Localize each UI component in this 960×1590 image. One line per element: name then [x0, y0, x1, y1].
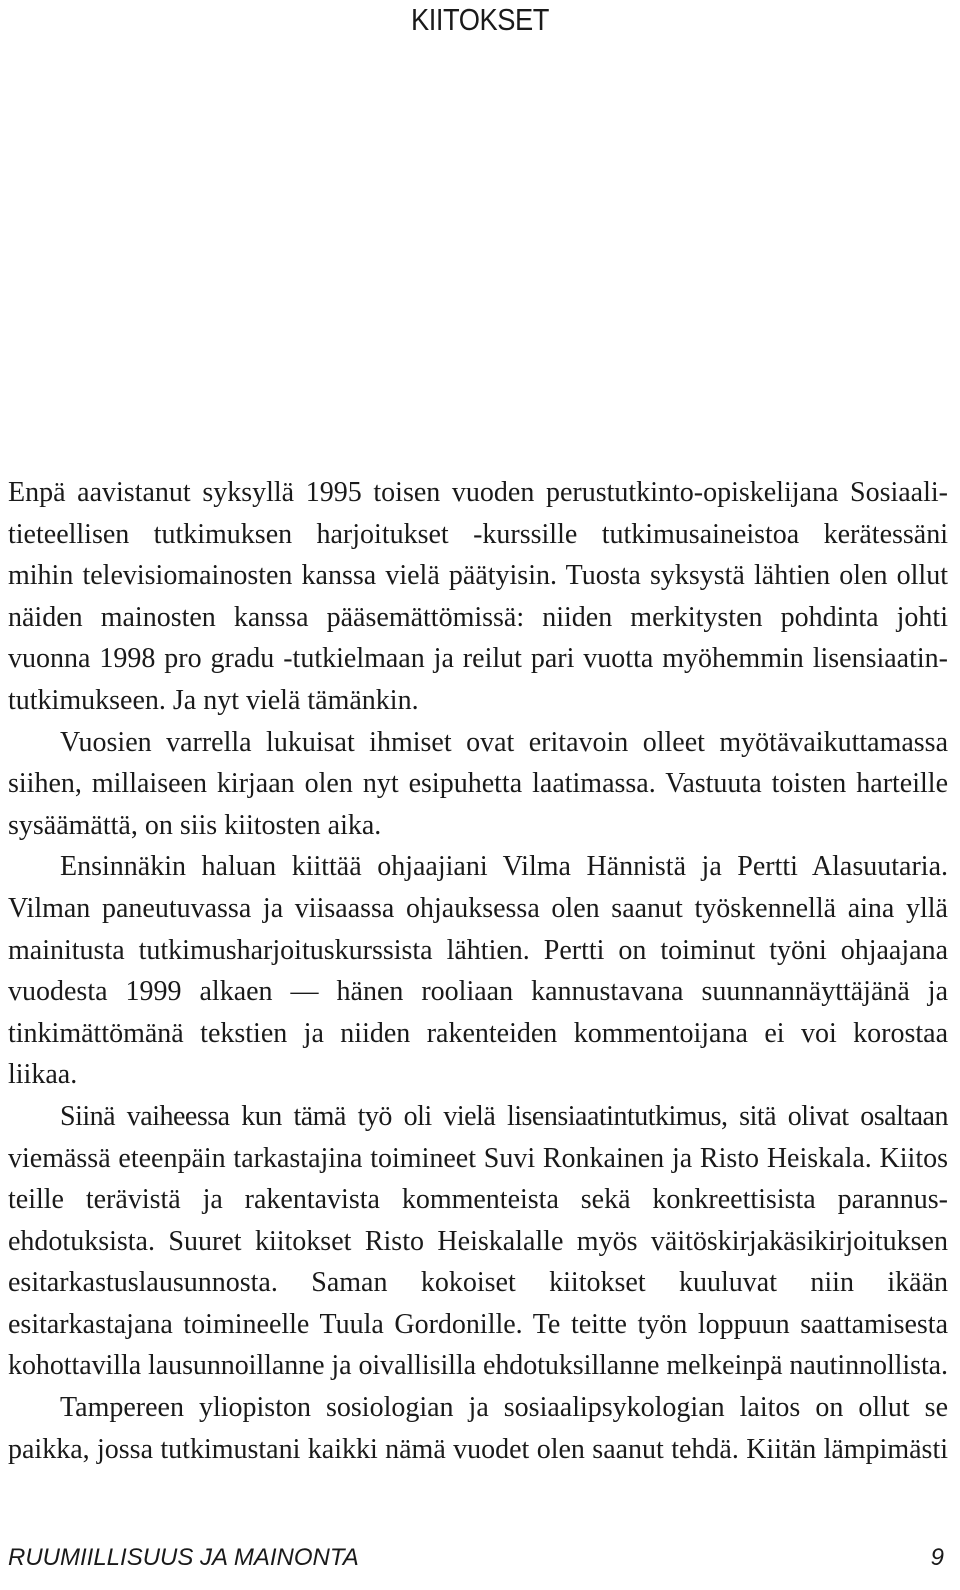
text-line: vuonna 1998 pro gradu -tutkielmaan ja reilut pari vuotta myöhemmin lisensiaatin-	[8, 643, 948, 675]
running-title: RUUMIILLISUUS JA MAINONTA	[8, 1544, 359, 1571]
text-line: esitarkastajana toimineelle Tuula Gordonille. Te teitte työn loppuun saattamisesta	[8, 1308, 948, 1340]
text-line: Ensinnäkin haluan kiittää ohjaajiani Vilma Hännistä ja Pertti Alasuutaria.	[60, 851, 948, 883]
text-line: teille terävistä ja rakentavista kommenteista sekä konkreettisista parannus-	[8, 1184, 948, 1216]
paragraph	[8, 1096, 948, 1387]
page-footer	[8, 1540, 948, 1576]
text-line: sysäämättä, on siis kiitosten aika.	[8, 809, 382, 841]
text-line: kohottavilla lausunnoillanne ja oivallisilla ehdotuksillanne melkeinpä nautinnollista.	[8, 1350, 948, 1382]
text-line: tinkimättömänä tekstien ja niiden rakenteiden kommentoijana ei voi korostaa	[8, 1017, 948, 1049]
text-line: Tampereen yliopiston sosiologian ja sosiaalipsykologian laitos on ollut se	[60, 1392, 948, 1424]
text-line: viemässä eteenpäin tarkastajina toimineet Suvi Ronkainen ja Risto Heiskala. Kiitos	[8, 1142, 948, 1174]
text-line: mainitusta tutkimusharjoituskurssista lähtien. Pertti on toiminut työni ohjaajana	[8, 934, 948, 966]
text-line: Vilman paneutuvassa ja viisaassa ohjauksessa olen saanut työskennellä aina yllä	[8, 892, 948, 924]
text-line: esitarkastuslausunnosta. Saman kokoiset kiitokset kuuluvat niin ikään	[8, 1267, 948, 1299]
text-line: vuodesta 1999 alkaen — hänen rooliaan kannustavana suunnannäyttäjänä ja	[8, 976, 948, 1008]
body-text	[8, 472, 948, 1470]
paragraph	[8, 722, 948, 847]
text-line: paikka, jossa tutkimustani kaikki nämä vuodet olen saanut tehdä. Kiitän lämpimästi	[8, 1433, 948, 1465]
paragraph	[8, 472, 948, 722]
text-line: ehdotuksista. Suuret kiitokset Risto Heiskalalle myös väitöskirjakäsikirjoituksen	[8, 1225, 948, 1257]
paragraph	[8, 1387, 948, 1470]
text-line: Siinä vaiheessa kun tämä työ oli vielä lisensiaatintutkimus, sitä olivat osaltaan	[60, 1100, 948, 1132]
text-line: tutkimukseen. Ja nyt vielä tämänkin.	[8, 684, 419, 716]
text-line: tieteellisen tutkimuksen harjoitukset -kurssille tutkimusaineistoa kerätessäni	[8, 518, 948, 550]
text-line: liikaa.	[8, 1059, 78, 1091]
text-line: Enpä aavistanut syksyllä 1995 toisen vuoden perustutkinto-opiskelijana Sosiaali-	[8, 477, 948, 508]
text-line: mihin televisiomainosten kanssa vielä päätyisin. Tuosta syksystä lähtien olen ollut	[8, 560, 948, 592]
text-line: näiden mainosten kanssa pääsemättömissä: niiden merkitysten pohdinta johti	[8, 601, 948, 633]
page-number: 9	[930, 1544, 944, 1571]
paragraph	[8, 846, 948, 1096]
text-line: siihen, millaiseen kirjaan olen nyt esipuhetta laatimassa. Vastuuta toisten harteille	[8, 768, 948, 800]
page-title: KIITOKSET	[410, 2, 550, 37]
text-line: Vuosien varrella lukuisat ihmiset ovat eritavoin olleet myötävaikuttamassa	[60, 726, 948, 758]
